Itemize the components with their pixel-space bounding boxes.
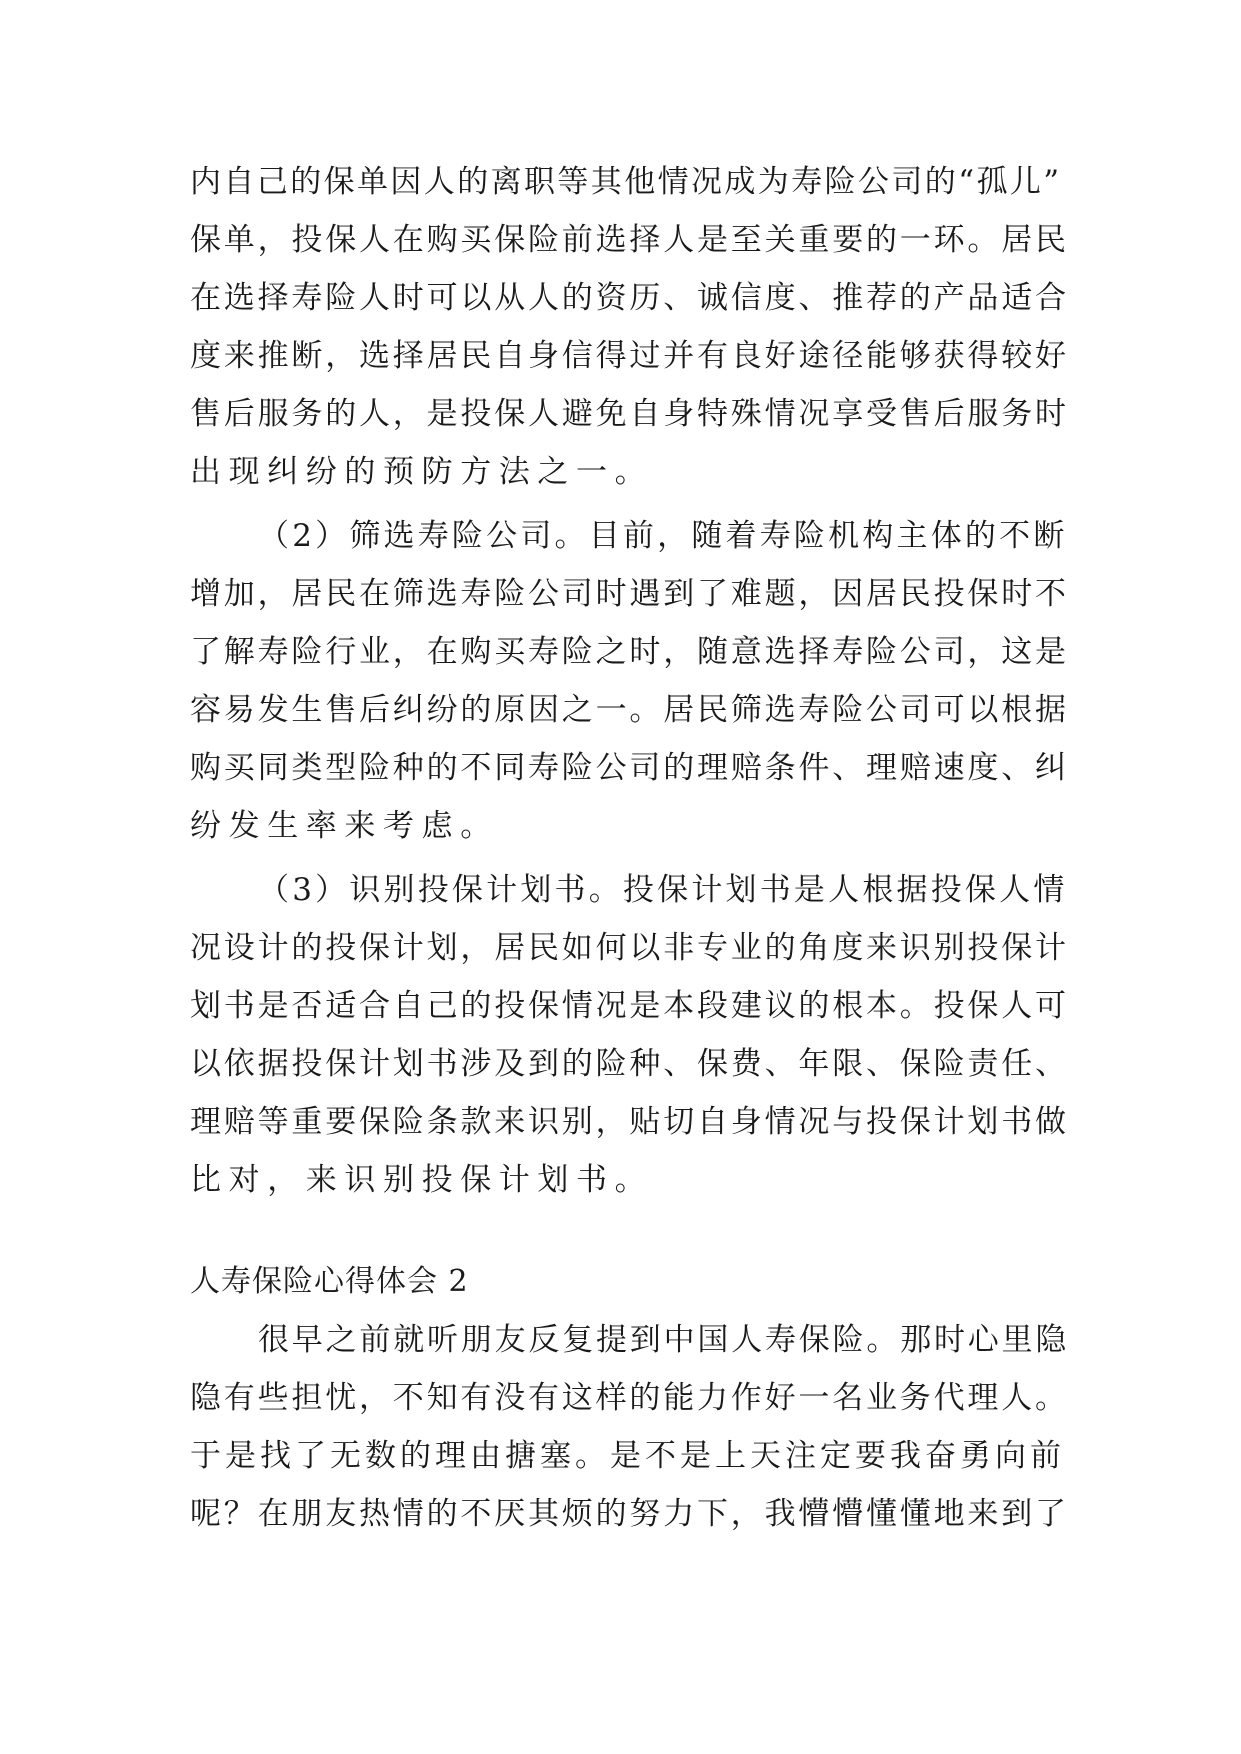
paragraph-line: 隐有些担忧，不知有没有这样的能力作好一名业务代理人。	[190, 1380, 1069, 1416]
paragraph-line: 购买同类型险种的不同寿险公司的理赔条件、理赔速度、纠	[190, 750, 1069, 786]
paragraph-line: 出现纠纷的预防方法之一。	[190, 454, 654, 490]
paragraph-line: 况设计的投保计划，居民如何以非专业的角度来识别投保计	[190, 930, 1069, 966]
paragraph-line: （2）筛选寿险公司。目前，随着寿险机构主体的不断	[258, 518, 1068, 554]
paragraph-line: 容易发生售后纠纷的原因之一。居民筛选寿险公司可以根据	[190, 692, 1069, 728]
paragraph-line: 增加，居民在筛选寿险公司时遇到了难题，因居民投保时不	[190, 576, 1069, 612]
paragraph-line: 度来推断，选择居民自身信得过并有良好途径能够获得较好	[190, 338, 1069, 374]
paragraph-line: 很早之前就听朋友反复提到中国人寿保险。那时心里隐	[258, 1322, 1070, 1358]
paragraph-line: 比对，来识别投保计划书。	[190, 1162, 654, 1198]
paragraph-line: 在选择寿险人时可以从人的资历、诚信度、推荐的产品适合	[190, 280, 1069, 316]
paragraph-line: 划书是否适合自己的投保情况是本段建议的根本。投保人可	[190, 988, 1069, 1024]
section-title: 人寿保险心得体会 2	[190, 1264, 469, 1299]
paragraph-line: 理赔等重要保险条款来识别，贴切自身情况与投保计划书做	[190, 1104, 1069, 1140]
paragraph-line: 了解寿险行业，在购买寿险之时，随意选择寿险公司，这是	[190, 634, 1069, 670]
paragraph-line: 于是找了无数的理由搪塞。是不是上天注定要我奋勇向前	[190, 1438, 1065, 1474]
paragraph-line: 内自己的保单因人的离职等其他情况成为寿险公司的“孤儿”	[190, 164, 1062, 200]
paragraph-line: 以依据投保计划书涉及到的险种、保费、年限、保险责任、	[190, 1046, 1069, 1082]
paragraph-line: 呢？在朋友热情的不厌其烦的努力下，我懵懵懂懂地来到了	[190, 1496, 1069, 1532]
paragraph-line: 纷发生率来考虑。	[190, 808, 499, 844]
paragraph-line: （3）识别投保计划书。投保计划书是人根据投保人情	[258, 872, 1068, 908]
paragraph-line: 售后服务的人，是投保人避免自身特殊情况享受售后服务时	[190, 396, 1069, 432]
paragraph-line: 保单，投保人在购买保险前选择人是至关重要的一环。居民	[190, 222, 1069, 258]
